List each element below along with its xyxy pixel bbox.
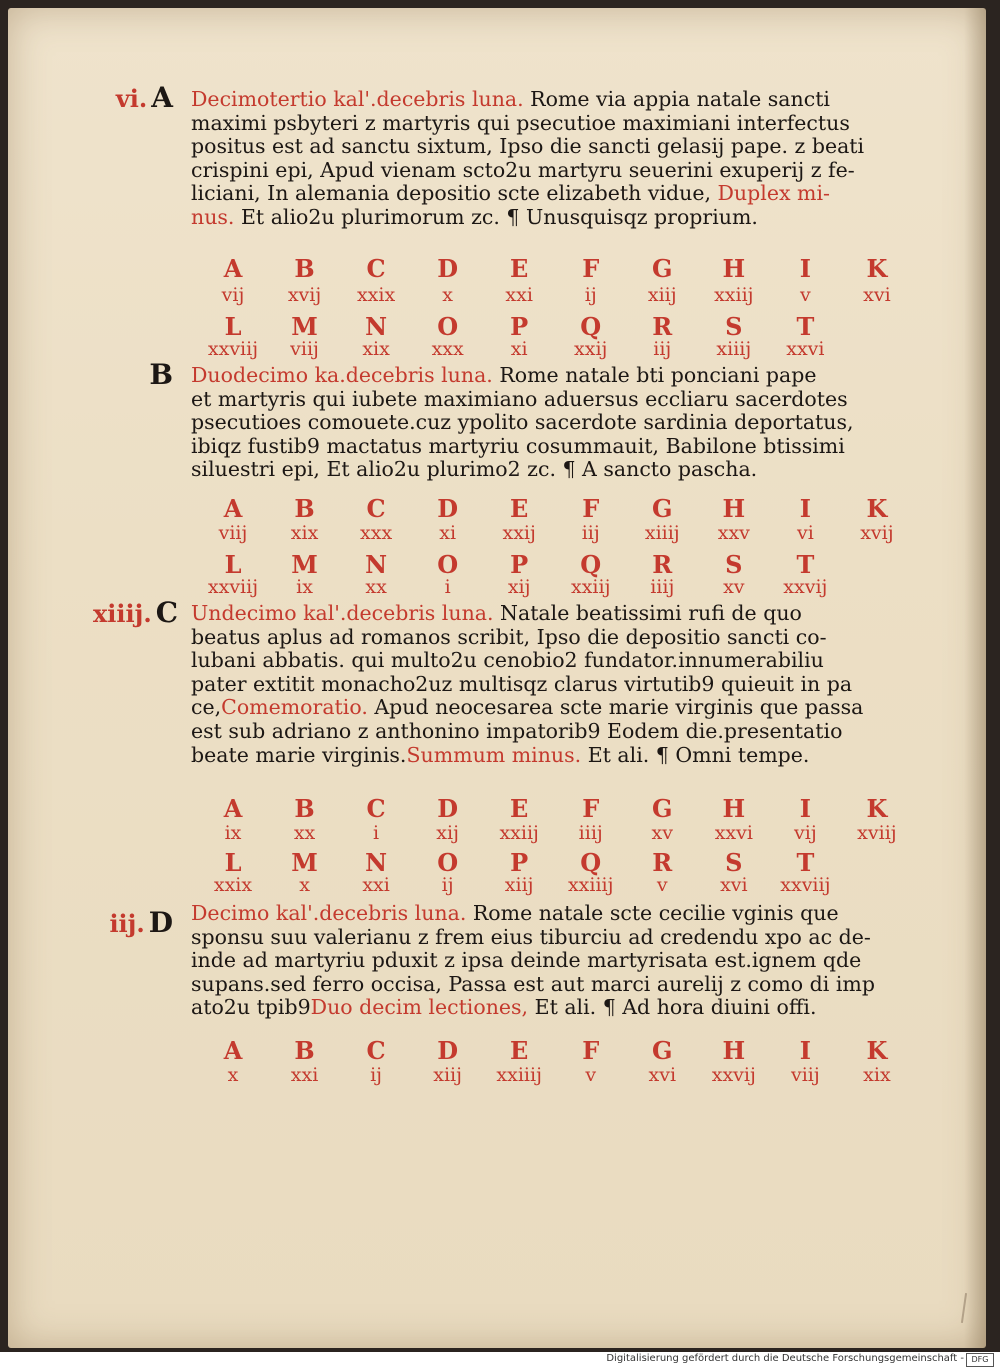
number-cell: xxvi — [786, 338, 825, 360]
number-cell: ij — [441, 874, 454, 896]
number-cell: xxviij — [780, 874, 831, 896]
number-cell: xvi — [648, 1064, 677, 1086]
letter-cell: M — [291, 312, 318, 341]
letter-cell: F — [582, 1036, 600, 1065]
text-line — [191, 458, 916, 482]
rubric: Duo decim lectiones, — [310, 995, 529, 1020]
numbers-row — [205, 1064, 905, 1090]
number-cell: xiij — [647, 284, 677, 306]
number-cell: i — [373, 822, 380, 844]
number-cell: xiiij — [644, 522, 680, 544]
page-gutter-shadow — [964, 8, 986, 1348]
text-line — [191, 673, 916, 697]
golden-number: xiiij. — [93, 599, 152, 628]
number-cell: viij — [290, 338, 319, 360]
text-run: ato2u tpib9 — [191, 995, 311, 1020]
number-cell: xxiiij — [567, 874, 614, 896]
rubric: nus. — [191, 204, 235, 229]
text-run: siluestri epi, Et alio2u plurimo2 zc. ¶ A sancto pascha. — [191, 457, 758, 482]
letter-cell: C — [366, 494, 386, 523]
margin-marker — [93, 596, 178, 629]
number-cell: xx — [293, 822, 316, 844]
letter-cell: L — [224, 550, 242, 579]
number-cell: iiij — [650, 576, 675, 598]
letter-cell: D — [437, 794, 459, 823]
number-cell: xvij — [287, 284, 322, 306]
text-line — [191, 996, 916, 1020]
number-cell: xxiij — [570, 576, 611, 598]
letter-cell: A — [223, 494, 243, 523]
golden-number: iij. — [109, 909, 145, 938]
number-cell: xi — [510, 338, 528, 360]
number-cell: xxij — [502, 522, 536, 544]
text-line — [191, 411, 916, 435]
number-cell: xix — [362, 338, 390, 360]
number-cell: iij — [581, 522, 600, 544]
number-cell: xxiij — [499, 822, 539, 844]
text-run: lubani abbatis. qui multo2u cenobio2 fundator.innumerabiliu — [191, 648, 824, 673]
number-cell: ix — [296, 576, 313, 598]
letter-cell: O — [437, 550, 459, 579]
entry-text — [191, 902, 916, 1020]
digitization-footer — [0, 1352, 1000, 1367]
letter-cell: O — [437, 848, 459, 877]
number-cell: xiiij — [716, 338, 752, 360]
rubric: Decimotertio kal'.decebris luna. — [191, 87, 524, 111]
text-run: supans.sed ferro occisa, Passa est aut marci aurelij z como di imp — [191, 971, 875, 996]
text-run: Natale beatissimi rufi de quo — [493, 601, 802, 625]
text-line — [191, 388, 916, 412]
letter-cell: R — [652, 550, 673, 579]
letter-cell: H — [722, 794, 746, 823]
letter-cell: T — [796, 848, 815, 877]
letter-cell: C — [366, 1036, 386, 1065]
letter-cell: I — [799, 794, 811, 823]
number-cell: xij — [507, 576, 531, 598]
text-run: Rome natale scte cecilie vginis que — [466, 901, 839, 925]
dominical-letter: B — [149, 358, 173, 391]
text-line — [191, 720, 916, 744]
letter-cell: R — [652, 312, 673, 341]
letter-cell: I — [799, 1036, 811, 1065]
number-cell: xv — [651, 822, 673, 844]
rubric: Comemoratio. — [221, 695, 368, 720]
number-cell: xi — [439, 522, 457, 544]
letters-row — [205, 1036, 905, 1065]
numbers-row — [205, 576, 905, 602]
text-run: psecutioes comouete.cuz ypolito sacerdote sardinia deportatus, — [191, 410, 854, 435]
number-cell: xix — [863, 1064, 891, 1086]
letter-cell: P — [510, 550, 529, 579]
dfg-logo: DFG — [966, 1353, 994, 1367]
number-cell: iiij — [578, 822, 603, 844]
text-run: Et ali. ¶ Omni tempe. — [581, 742, 810, 767]
letter-cell: S — [725, 550, 743, 579]
letter-cell: N — [365, 312, 388, 341]
dominical-letter: C — [155, 596, 178, 629]
letters-row — [205, 312, 905, 341]
letter-cell: I — [799, 494, 811, 523]
number-cell: vi — [796, 522, 814, 544]
number-cell: xiij — [433, 1064, 463, 1086]
text-run: pater extitit monacho2uz multisqz clarus virtutib9 quieuit in pa — [191, 671, 853, 696]
text-line — [191, 182, 916, 206]
number-cell: x — [442, 284, 453, 306]
letter-cell: P — [510, 312, 529, 341]
number-cell: xxi — [290, 1064, 319, 1086]
rubric: Decimo kal'.decebris luna. — [191, 901, 467, 925]
number-cell: xix — [290, 522, 319, 544]
entry-text — [191, 364, 916, 482]
number-cell: xvi — [863, 284, 891, 306]
letter-cell: Q — [580, 848, 602, 877]
text-run: beatus aplus ad romanos scribit, Ipso die depositio sancti co- — [191, 624, 827, 649]
letter-cell: G — [652, 254, 673, 283]
number-cell: xxiij — [714, 284, 754, 306]
text-line — [191, 135, 916, 159]
number-cell: xxix — [213, 874, 253, 896]
letter-cell: L — [224, 312, 242, 341]
letter-cell: A — [223, 794, 243, 823]
funding-notice: Digitalisierung gefördert durch die Deutsche Forschungsgemeinschaft - — [606, 1353, 964, 1364]
rubric: Summum minus. — [406, 742, 582, 767]
letter-cell: T — [796, 550, 815, 579]
letter-cell: B — [294, 254, 315, 283]
letter-cell: N — [365, 550, 388, 579]
numbers-row — [205, 822, 905, 848]
number-cell: ij — [370, 1064, 383, 1086]
text-line — [191, 626, 916, 650]
text-run: est sub adriano z anthonino impatorib9 Eodem die.presentatio — [191, 718, 843, 743]
dominical-letter: A — [151, 81, 173, 114]
number-cell: xxvij — [783, 576, 828, 598]
number-cell: xviij — [857, 822, 897, 844]
golden-number: vi. — [115, 84, 148, 113]
number-cell: xxx — [360, 522, 393, 544]
letter-cell: E — [510, 254, 529, 283]
letter-cell: T — [796, 312, 815, 341]
text-run: beate marie virginis. — [191, 742, 407, 767]
text-line — [191, 364, 916, 388]
entry-text — [191, 602, 916, 767]
letter-cell: B — [294, 794, 315, 823]
number-cell: xvij — [860, 522, 894, 544]
text-run: Rome natale bti ponciani pape — [492, 363, 817, 387]
number-cell: ij — [584, 284, 597, 306]
letter-cell: M — [291, 848, 318, 877]
letters-row — [205, 254, 905, 283]
number-cell: xij — [436, 822, 459, 844]
letter-cell: G — [652, 794, 673, 823]
rubric: Undecimo kal'.decebris luna. — [191, 601, 494, 625]
letter-cell: Q — [580, 312, 602, 341]
number-cell: i — [444, 576, 451, 598]
text-line — [191, 973, 916, 997]
number-cell: xxiiij — [496, 1064, 542, 1086]
dominical-letter: D — [148, 906, 173, 939]
text-line — [191, 744, 916, 768]
number-cell: v — [585, 1064, 597, 1086]
rubric: Duodecimo ka.decebris luna. — [191, 363, 493, 387]
letter-cell: N — [365, 848, 388, 877]
number-cell: xxi — [505, 284, 533, 306]
letter-cell: D — [437, 494, 459, 523]
number-cell: iij — [653, 338, 672, 360]
letter-cell: K — [866, 1036, 888, 1065]
text-run: sponsu suu valerianu z frem eius tiburciu ad credendu xpo ac de- — [191, 924, 871, 949]
text-run: crispini epi, Apud vienam scto2u martyru seuerini exuperij z fe- — [191, 157, 855, 182]
letter-cell: C — [366, 794, 386, 823]
number-cell: xvi — [720, 874, 748, 896]
letter-cell: F — [582, 254, 600, 283]
text-line — [191, 88, 916, 112]
text-run: maximi psbyteri z martyris qui psecutioe maximiani interfectus — [191, 110, 850, 135]
number-cell: vij — [794, 822, 817, 844]
text-line — [191, 696, 916, 720]
number-cell: xxvi — [714, 822, 753, 844]
text-line — [191, 206, 916, 230]
number-cell: xxi — [362, 874, 390, 896]
letter-cell: K — [866, 794, 888, 823]
letters-row — [205, 550, 905, 579]
entry-text — [191, 88, 916, 230]
number-cell: ix — [224, 822, 242, 844]
letter-cell: S — [725, 312, 743, 341]
letter-cell: O — [437, 312, 459, 341]
text-run: ibiqz fustib9 mactatus martyriu cosummauit, Babilone btissimi — [191, 433, 845, 458]
numbers-row — [205, 284, 905, 310]
letter-cell: C — [366, 254, 386, 283]
letter-cell: K — [866, 254, 888, 283]
letters-row — [205, 794, 905, 823]
letter-cell: G — [652, 494, 673, 523]
letter-cell: F — [582, 494, 600, 523]
number-cell: xv — [723, 576, 745, 598]
number-cell: viij — [790, 1064, 820, 1086]
letters-row — [205, 494, 905, 523]
letter-cell: S — [725, 848, 743, 877]
letter-cell: Q — [580, 550, 602, 579]
margin-marker — [93, 908, 173, 939]
number-cell: xxix — [356, 284, 396, 306]
text-run: positus est ad sanctu sixtum, Ipso die sancti gelasij pape. z beati — [191, 134, 865, 159]
letter-cell: E — [510, 1036, 529, 1065]
text-line — [191, 902, 916, 926]
numbers-row — [205, 522, 905, 548]
text-run: Et ali. ¶ Ad hora diuini offi. — [528, 995, 817, 1020]
letter-cell: B — [294, 494, 315, 523]
number-cell: xxx — [431, 338, 464, 360]
number-cell: vij — [221, 284, 245, 306]
rubric: Duplex mi- — [710, 181, 830, 206]
letter-cell: K — [866, 494, 888, 523]
margin-marker — [93, 83, 173, 114]
letter-cell: H — [722, 494, 746, 523]
letter-cell: H — [722, 254, 746, 283]
text-line — [191, 949, 916, 973]
letter-cell: H — [722, 1036, 746, 1065]
letter-cell: A — [223, 254, 243, 283]
number-cell: viij — [218, 522, 248, 544]
number-cell: v — [656, 874, 668, 896]
text-run: Rome via appia natale sancti — [523, 87, 830, 111]
letter-cell: F — [582, 794, 600, 823]
number-cell: xxviij — [207, 338, 259, 360]
letter-cell: I — [799, 254, 811, 283]
text-run: liciani, In alemania depositio scte elizabeth vidue, — [191, 181, 711, 206]
text-line — [191, 159, 916, 183]
number-cell: xxij — [574, 338, 608, 360]
letter-cell: E — [510, 494, 529, 523]
number-cell: x — [227, 1064, 239, 1086]
letter-cell: P — [510, 848, 529, 877]
text-line — [191, 602, 916, 626]
numbers-row — [205, 338, 905, 364]
text-run: ce, — [191, 695, 222, 720]
letter-cell: G — [652, 1036, 673, 1065]
letter-cell: R — [652, 848, 673, 877]
number-cell: xxvij — [711, 1064, 756, 1086]
text-run: Apud neocesarea scte marie virginis que passa — [367, 695, 864, 720]
text-run: et martyris qui iubete maximiano aduersus eccliaru sacerdotes — [191, 386, 848, 411]
text-line — [191, 435, 916, 459]
book-page — [8, 8, 986, 1348]
text-line — [191, 926, 916, 950]
text-line — [191, 649, 916, 673]
letter-cell: L — [224, 848, 242, 877]
letter-cell: B — [294, 1036, 315, 1065]
number-cell: x — [299, 874, 310, 896]
letter-cell: D — [437, 1036, 459, 1065]
number-cell: v — [800, 284, 811, 306]
number-cell: xiij — [504, 874, 534, 896]
text-line — [191, 112, 916, 136]
numbers-row — [205, 874, 905, 900]
number-cell: xxviij — [207, 576, 259, 598]
letters-row — [205, 848, 905, 877]
number-cell: xx — [365, 576, 387, 598]
letter-cell: E — [510, 794, 529, 823]
letter-cell: M — [291, 550, 318, 579]
text-run: inde ad martyriu pduxit z ipsa deinde martyrisata est.ignem qde — [191, 948, 862, 973]
letter-cell: D — [437, 254, 459, 283]
margin-marker — [93, 360, 173, 391]
letter-cell: A — [223, 1036, 243, 1065]
number-cell: xxv — [717, 522, 750, 544]
text-run: Et alio2u plurimorum zc. ¶ Unusquisqz proprium. — [234, 204, 758, 229]
